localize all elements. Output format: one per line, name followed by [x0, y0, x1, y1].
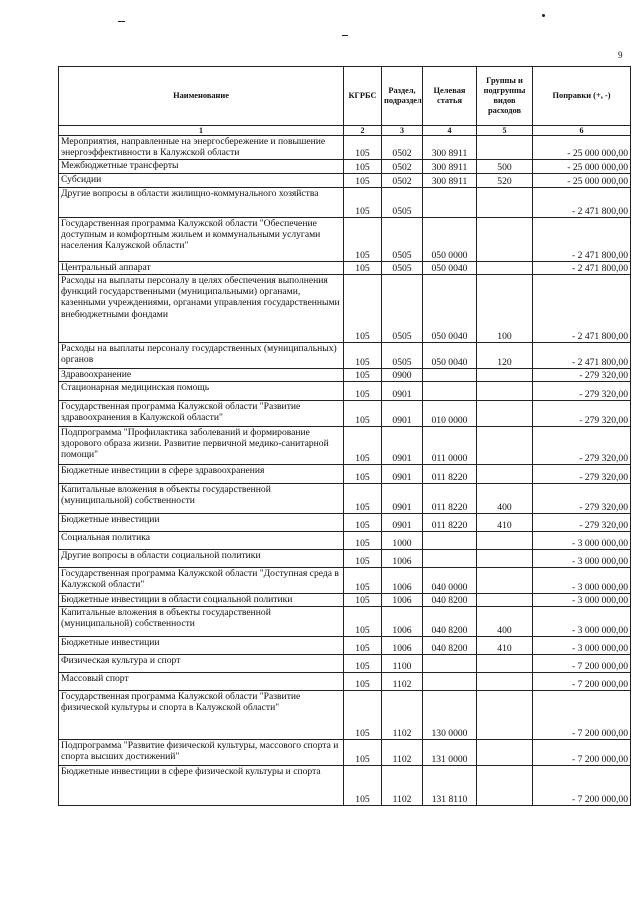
row-target: 131 0000: [423, 740, 477, 766]
row-amount: - 3 000 000,00: [533, 550, 631, 568]
table-row: [59, 655, 631, 673]
table-row: [59, 532, 631, 550]
row-section: 0502: [382, 136, 423, 160]
row-target: 040 8200: [423, 607, 477, 637]
row-section: 0901: [382, 484, 423, 514]
table-row: [59, 607, 631, 637]
header-kgrbs: КГРБС: [344, 67, 382, 126]
row-target: 040 8200: [423, 594, 477, 607]
table-row: [59, 637, 631, 655]
row-target: 040 8200: [423, 637, 477, 655]
row-section: 1006: [382, 607, 423, 637]
row-kgrbs: 105: [344, 607, 382, 637]
row-kgrbs: 105: [344, 275, 382, 343]
row-name: Центральный аппарат: [59, 262, 344, 275]
row-section: 0505: [382, 188, 423, 218]
row-name: Бюджетные инвестиции: [59, 637, 344, 655]
row-target: 300 8911: [423, 174, 477, 188]
header-name: Наименование: [59, 67, 344, 126]
row-name: Бюджетные инвестиции: [59, 514, 344, 532]
row-target: 050 0000: [423, 218, 477, 262]
row-section: 1100: [382, 655, 423, 673]
row-name: Государственная программа Калужской области "Развитие здравоохранения в Калужской области": [59, 401, 344, 427]
table-row: [59, 740, 631, 766]
table-row: [59, 136, 631, 160]
row-group: 100: [477, 275, 533, 343]
row-kgrbs: 105: [344, 637, 382, 655]
row-group: 410: [477, 637, 533, 655]
row-amount: - 7 200 000,00: [533, 766, 631, 806]
table-row: [59, 262, 631, 275]
row-kgrbs: 105: [344, 568, 382, 594]
row-group: [477, 532, 533, 550]
row-group: 400: [477, 607, 533, 637]
row-target: 010 0000: [423, 401, 477, 427]
table-row: [59, 594, 631, 607]
row-name: Мероприятия, направленные на энергосбережение и повышение энергоэффективности в Калужской области: [59, 136, 344, 160]
budget-amendments-table: [58, 66, 631, 806]
row-group: [477, 673, 533, 691]
row-section: 0505: [382, 218, 423, 262]
row-amount: - 2 471 800,00: [533, 275, 631, 343]
row-group: [477, 740, 533, 766]
row-group: [477, 401, 533, 427]
row-name: Государственная программа Калужской области "Развитие физической культуры и спорта в Калужской области": [59, 691, 344, 740]
row-kgrbs: 105: [344, 343, 382, 369]
row-amount: - 7 200 000,00: [533, 740, 631, 766]
table-row: [59, 218, 631, 262]
row-target: 130 0000: [423, 691, 477, 740]
row-name: Бюджетные инвестиции в области социальной политики: [59, 594, 344, 607]
row-group: 410: [477, 514, 533, 532]
row-name: Государственная программа Калужской области "Обеспечение доступным и комфортным жильем и коммунальными услугами населения Калужской области": [59, 218, 344, 262]
row-kgrbs: 105: [344, 174, 382, 188]
scan-speck: [342, 35, 348, 36]
table-row: [59, 673, 631, 691]
scan-speck: [118, 21, 125, 22]
row-group: [477, 262, 533, 275]
row-name: Стационарная медицинская помощь: [59, 382, 344, 401]
row-amount: - 279 320,00: [533, 514, 631, 532]
row-group: [477, 550, 533, 568]
row-amount: - 25 000 000,00: [533, 136, 631, 160]
table-row: [59, 382, 631, 401]
row-name: Подпрограмма "Развитие физической культуры, массового спорта и спорта высших достижений": [59, 740, 344, 766]
row-target: 300 8911: [423, 160, 477, 174]
row-section: 0901: [382, 401, 423, 427]
row-name: Государственная программа Калужской области "Доступная среда в Калужской области": [59, 568, 344, 594]
row-group: [477, 568, 533, 594]
row-section: 0900: [382, 369, 423, 382]
row-amount: - 3 000 000,00: [533, 637, 631, 655]
row-amount: - 279 320,00: [533, 369, 631, 382]
row-section: 1006: [382, 568, 423, 594]
row-name: Физическая культура и спорт: [59, 655, 344, 673]
table-row: [59, 484, 631, 514]
row-section: 1006: [382, 637, 423, 655]
row-amount: - 279 320,00: [533, 465, 631, 484]
row-amount: - 2 471 800,00: [533, 188, 631, 218]
row-kgrbs: 105: [344, 160, 382, 174]
row-group: [477, 218, 533, 262]
column-number-row: [59, 126, 631, 136]
row-section: 1006: [382, 550, 423, 568]
header-target: Целевая статья: [423, 67, 477, 126]
header-groups: Группы и подгруппы видов расходов: [477, 67, 533, 126]
row-amount: - 279 320,00: [533, 427, 631, 465]
row-amount: - 3 000 000,00: [533, 607, 631, 637]
table-row: [59, 343, 631, 369]
column-number: 1: [59, 126, 344, 136]
row-name: Межбюджетные трансферты: [59, 160, 344, 174]
row-kgrbs: 105: [344, 766, 382, 806]
row-target: [423, 369, 477, 382]
row-kgrbs: 105: [344, 382, 382, 401]
table-row: [59, 766, 631, 806]
table-row: [59, 174, 631, 188]
row-amount: - 2 471 800,00: [533, 343, 631, 369]
row-target: 050 0040: [423, 262, 477, 275]
table-row: [59, 550, 631, 568]
row-amount: - 3 000 000,00: [533, 532, 631, 550]
row-section: 1102: [382, 740, 423, 766]
page-number: 9: [618, 50, 623, 60]
row-target: 131 8110: [423, 766, 477, 806]
column-number: 4: [423, 126, 477, 136]
row-target: 050 0040: [423, 343, 477, 369]
row-kgrbs: 105: [344, 218, 382, 262]
row-section: 0901: [382, 382, 423, 401]
row-group: 120: [477, 343, 533, 369]
row-target: [423, 382, 477, 401]
row-section: 0502: [382, 160, 423, 174]
row-group: [477, 465, 533, 484]
row-amount: - 2 471 800,00: [533, 218, 631, 262]
row-section: 0502: [382, 174, 423, 188]
row-name: Субсидии: [59, 174, 344, 188]
row-group: 400: [477, 484, 533, 514]
row-section: 1102: [382, 691, 423, 740]
scan-speck: [542, 14, 545, 17]
row-name: Бюджетные инвестиции в сфере физической культуры и спорта: [59, 766, 344, 806]
row-amount: - 7 200 000,00: [533, 655, 631, 673]
row-amount: - 279 320,00: [533, 401, 631, 427]
table-row: [59, 465, 631, 484]
row-kgrbs: 105: [344, 532, 382, 550]
row-name: Капитальные вложения в объекты государственной (муниципальной) собственности: [59, 484, 344, 514]
row-group: [477, 188, 533, 218]
row-kgrbs: 105: [344, 484, 382, 514]
row-kgrbs: 105: [344, 427, 382, 465]
row-kgrbs: 105: [344, 673, 382, 691]
row-group: 500: [477, 160, 533, 174]
table-row: [59, 275, 631, 343]
table-row: [59, 568, 631, 594]
row-name: Массовый спорт: [59, 673, 344, 691]
row-section: 0505: [382, 262, 423, 275]
row-kgrbs: 105: [344, 262, 382, 275]
row-amount: - 3 000 000,00: [533, 568, 631, 594]
row-name: Расходы на выплаты персоналу в целях обеспечения выполнения функций государственными (муниципальными) органами, казенными учреждениями, органами управления государственными внебюджетными фондами: [59, 275, 344, 343]
row-name: Капитальные вложения в объекты государственной (муниципальной) собственности: [59, 607, 344, 637]
table-row: [59, 401, 631, 427]
row-kgrbs: 105: [344, 401, 382, 427]
table-row: [59, 691, 631, 740]
row-amount: - 7 200 000,00: [533, 673, 631, 691]
row-name: Другие вопросы в области социальной политики: [59, 550, 344, 568]
column-number: 5: [477, 126, 533, 136]
row-kgrbs: 105: [344, 550, 382, 568]
column-number: 2: [344, 126, 382, 136]
row-kgrbs: 105: [344, 655, 382, 673]
row-kgrbs: 105: [344, 740, 382, 766]
row-target: [423, 188, 477, 218]
table-row: [59, 188, 631, 218]
row-group: [477, 382, 533, 401]
row-section: 0505: [382, 343, 423, 369]
row-amount: - 279 320,00: [533, 484, 631, 514]
table-row: [59, 369, 631, 382]
row-target: 040 0000: [423, 568, 477, 594]
row-kgrbs: 105: [344, 369, 382, 382]
row-name: Бюджетные инвестиции в сфере здравоохранения: [59, 465, 344, 484]
row-kgrbs: 105: [344, 136, 382, 160]
row-kgrbs: 105: [344, 594, 382, 607]
row-kgrbs: 105: [344, 465, 382, 484]
row-target: [423, 550, 477, 568]
row-target: 300 8911: [423, 136, 477, 160]
row-group: [477, 427, 533, 465]
header-row: [59, 67, 631, 126]
row-group: [477, 594, 533, 607]
row-name: Расходы на выплаты персоналу государственных (муниципальных) органов: [59, 343, 344, 369]
row-amount: - 2 471 800,00: [533, 262, 631, 275]
row-group: 520: [477, 174, 533, 188]
column-number: 3: [382, 126, 423, 136]
row-target: 011 0000: [423, 427, 477, 465]
row-target: 011 8220: [423, 484, 477, 514]
row-target: [423, 655, 477, 673]
row-section: 1102: [382, 766, 423, 806]
row-amount: - 279 320,00: [533, 382, 631, 401]
row-target: 011 8220: [423, 465, 477, 484]
row-group: [477, 136, 533, 160]
row-name: Другие вопросы в области жилищно-коммунального хозяйства: [59, 188, 344, 218]
table-row: [59, 427, 631, 465]
row-amount: - 3 000 000,00: [533, 594, 631, 607]
row-section: 1000: [382, 532, 423, 550]
row-name: Здравоохранение: [59, 369, 344, 382]
table-row: [59, 514, 631, 532]
row-amount: - 25 000 000,00: [533, 174, 631, 188]
row-amount: - 25 000 000,00: [533, 160, 631, 174]
row-kgrbs: 105: [344, 188, 382, 218]
row-section: 1102: [382, 673, 423, 691]
row-kgrbs: 105: [344, 691, 382, 740]
table-row: [59, 160, 631, 174]
row-name: Социальная политика: [59, 532, 344, 550]
header-section: Раздел, подраздел: [382, 67, 423, 126]
row-group: [477, 691, 533, 740]
row-section: 0901: [382, 427, 423, 465]
row-name: Подпрограмма "Профилактика заболеваний и формирование здорового образа жизни. Развитие первичной медико-санитарной помощи": [59, 427, 344, 465]
row-target: [423, 532, 477, 550]
column-number: 6: [533, 126, 631, 136]
row-group: [477, 655, 533, 673]
row-section: 1006: [382, 594, 423, 607]
header-amendments: Поправки (+, -): [533, 67, 631, 126]
row-section: 0901: [382, 465, 423, 484]
row-target: [423, 673, 477, 691]
row-section: 0901: [382, 514, 423, 532]
row-amount: - 7 200 000,00: [533, 691, 631, 740]
row-group: [477, 766, 533, 806]
row-target: 050 0040: [423, 275, 477, 343]
row-group: [477, 369, 533, 382]
row-target: 011 8220: [423, 514, 477, 532]
row-kgrbs: 105: [344, 514, 382, 532]
row-section: 0505: [382, 275, 423, 343]
